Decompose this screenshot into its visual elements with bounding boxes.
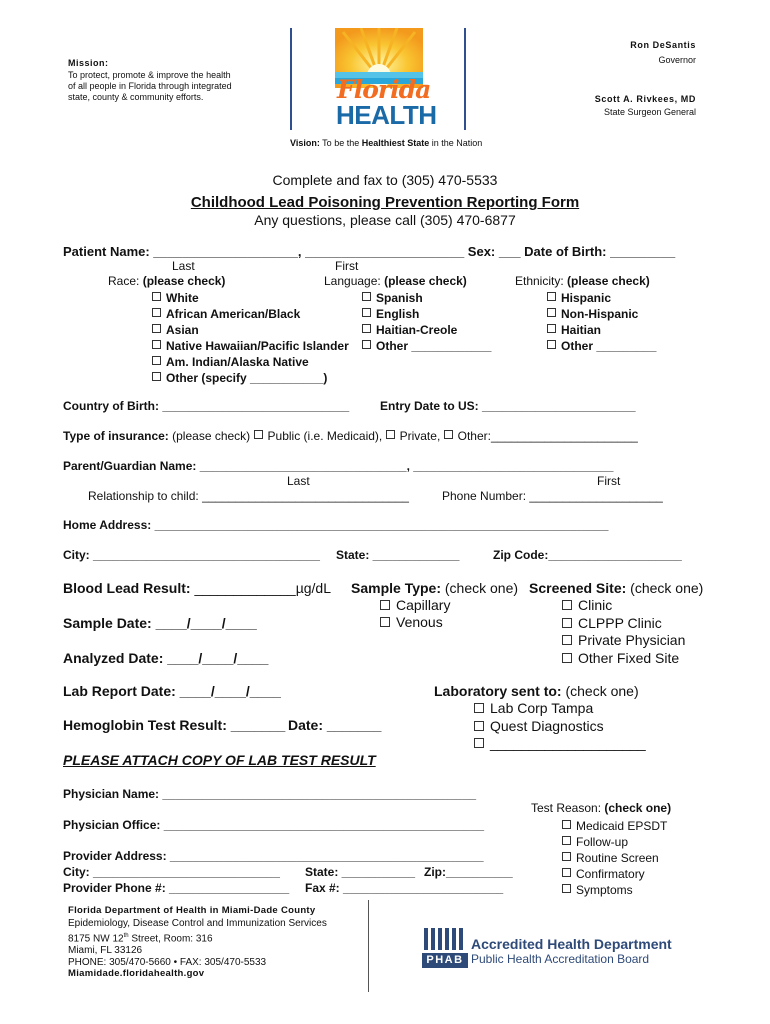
lab-report-date-field[interactable]: Lab Report Date: ____/____/____ [63, 683, 281, 699]
accredited-line2: Public Health Accreditation Board [471, 952, 650, 966]
checkbox-icon[interactable] [562, 852, 571, 861]
fax-instruction: Complete and fax to (305) 470-5533 [272, 172, 498, 188]
home-address-field[interactable]: Home Address: ____________________________________________________________________ [63, 518, 609, 532]
checkbox-icon[interactable] [152, 308, 161, 317]
logo-health-word: HEALTH [336, 100, 437, 130]
race-option[interactable]: Asian [152, 322, 349, 338]
sample-type-options [380, 597, 450, 631]
race-heading: Race: (please check) [108, 274, 226, 288]
sample-date-field[interactable]: Sample Date: ____/____/____ [63, 615, 257, 631]
test-reason-option[interactable]: Confirmatory [562, 866, 667, 882]
guardian-state-field[interactable]: State: _____________ [336, 548, 460, 562]
surgeon-general-name: Scott A. Rivkees, MD [594, 94, 696, 104]
checkbox-icon[interactable] [547, 340, 556, 349]
footer-divider [368, 900, 369, 992]
physician-office-field[interactable]: Physician Office: ________________________________________________ [63, 818, 485, 832]
test-reason-option[interactable]: Symptoms [562, 882, 667, 898]
checkbox-icon[interactable] [474, 738, 484, 748]
accredited-line1: Accredited Health Department [471, 936, 672, 952]
form-title: Childhood Lead Poisoning Prevention Reporting Form [190, 194, 580, 211]
checkbox-icon[interactable] [152, 324, 161, 333]
test-reason-option[interactable]: Medicaid EPSDT [562, 818, 667, 834]
ethnicity-option[interactable]: Haitian [547, 322, 656, 338]
checkbox-icon[interactable] [474, 703, 484, 713]
entry-date-field[interactable]: Entry Date to US: _______________________ [380, 399, 636, 413]
attach-lab-result-note: PLEASE ATTACH COPY OF LAB TEST RESULT [63, 752, 376, 768]
test-reason-option[interactable]: Follow-up [562, 834, 667, 850]
test-reason-heading: Test Reason: (check one) [531, 801, 672, 815]
florida-health-logo [333, 28, 437, 130]
guardian-zip-field[interactable]: Zip Code:____________________ [493, 548, 682, 562]
language-heading: Language: (please check) [324, 274, 467, 288]
checkbox-icon[interactable] [362, 292, 371, 301]
laboratory-sent-options [474, 700, 646, 753]
insurance-row: Type of insurance: (please check) Public (i.e. Medicaid), Private, Other:______________________ [63, 429, 638, 443]
checkbox-icon[interactable] [562, 618, 572, 628]
guardian-first-label: First [597, 474, 621, 488]
footer-website-link[interactable]: Miamidade.floridahealth.gov [68, 968, 205, 979]
race-option[interactable]: Native Hawaiian/Pacific Islander [152, 338, 349, 354]
ethnicity-option[interactable]: Hispanic [547, 290, 656, 306]
checkbox-icon[interactable] [562, 836, 571, 845]
vision-line: Vision: To be the Healthiest State in the Nation [290, 138, 483, 148]
questions-line: Any questions, please call (305) 470-6877 [254, 212, 516, 228]
hemoglobin-date-field[interactable]: Date: _______ [288, 717, 382, 733]
ethnicity-heading: Ethnicity: (please check) [515, 274, 650, 288]
patient-last-label: Last [172, 259, 195, 273]
race-option[interactable]: White [152, 290, 349, 306]
provider-state-field[interactable]: State: ___________ [305, 865, 416, 879]
analyzed-date-field[interactable]: Analyzed Date: ____/____/____ [63, 650, 269, 666]
race-option[interactable]: Other (specify ___________) [152, 370, 349, 386]
checkbox-icon[interactable] [362, 340, 371, 349]
language-option[interactable]: Other ____________ [362, 338, 491, 354]
header-divider-right [464, 28, 466, 130]
sample-type-option[interactable]: Venous [380, 614, 450, 631]
screened-site-options [562, 597, 685, 667]
provider-fax-field[interactable]: Fax #: ________________________ [305, 881, 504, 895]
checkbox-icon[interactable] [254, 430, 263, 439]
physician-name-field[interactable]: Physician Name: _______________________________________________ [63, 787, 477, 801]
ethnicity-options [547, 290, 656, 354]
screened-site-option[interactable]: Private Physician [562, 632, 685, 650]
language-option[interactable]: English [362, 306, 491, 322]
sample-type-heading: Sample Type: (check one) [351, 580, 519, 596]
guardian-phone-field[interactable]: Phone Number: ____________________ [442, 489, 663, 503]
footer-department: Florida Department of Health in Miami-Dade County [68, 905, 316, 916]
insurance-other[interactable]: Other:______________________ [457, 429, 638, 443]
checkbox-icon[interactable] [562, 600, 572, 610]
checkbox-icon[interactable] [152, 292, 161, 301]
laboratory-option[interactable]: Lab Corp Tampa [474, 700, 646, 718]
header-divider-left [290, 28, 292, 130]
test-reason-options [562, 818, 667, 898]
test-reason-option[interactable]: Routine Screen [562, 850, 667, 866]
patient-name-field[interactable]: Patient Name: ____________________, ______________________ Sex: ___ Date of Birth: _________ [63, 244, 676, 259]
checkbox-icon[interactable] [547, 292, 556, 301]
ethnicity-option[interactable]: Other _________ [547, 338, 656, 354]
blood-lead-result-field[interactable]: Blood Lead Result: _____________µg/dL [63, 580, 332, 596]
logo-florida-word: Florida [337, 75, 431, 104]
country-of-birth-field[interactable]: Country of Birth: ____________________________ [63, 399, 350, 413]
checkbox-icon[interactable] [474, 721, 484, 731]
language-options [362, 290, 491, 354]
guardian-last-label: Last [287, 474, 310, 488]
checkbox-icon[interactable] [562, 635, 572, 645]
guardian-city-field[interactable]: City: __________________________________ [63, 548, 320, 562]
screened-site-option[interactable]: CLPPP Clinic [562, 615, 685, 633]
checkbox-icon[interactable] [152, 356, 161, 365]
provider-zip-field[interactable]: Zip:__________ [424, 865, 513, 879]
guardian-name-field[interactable]: Parent/Guardian Name: _______________________________, ______________________________ [63, 459, 614, 473]
checkbox-icon[interactable] [380, 600, 390, 610]
mission-text: To protect, promote & improve the health of all people in Florida through integrated state, county & community efforts. [68, 70, 232, 102]
governor-title: Governor [658, 55, 696, 65]
checkbox-icon[interactable] [152, 372, 161, 381]
checkbox-icon[interactable] [362, 308, 371, 317]
relationship-field[interactable]: Relationship to child: _______________________________ [88, 489, 409, 503]
laboratory-option[interactable]: ____________________ [474, 735, 646, 753]
checkbox-icon[interactable] [362, 324, 371, 333]
screened-site-heading: Screened Site: (check one) [529, 580, 704, 596]
surgeon-general-title: State Surgeon General [603, 107, 696, 117]
language-option[interactable]: Haitian-Creole [362, 322, 491, 338]
phab-letters: PHAB [426, 954, 464, 966]
language-option[interactable]: Spanish [362, 290, 491, 306]
checkbox-icon[interactable] [380, 617, 390, 627]
checkbox-icon[interactable] [444, 430, 453, 439]
provider-city-field[interactable]: City: ____________________________ [63, 865, 280, 879]
race-option[interactable]: Am. Indian/Alaska Native [152, 354, 349, 370]
provider-address-field[interactable]: Provider Address: _______________________________________________ [63, 849, 484, 863]
governor-name: Ron DeSantis [630, 40, 696, 50]
checkbox-icon[interactable] [547, 308, 556, 317]
footer-contact: Epidemiology, Disease Control and Immunization Services 8175 NW 12th Street, Room: 316 Miami, FL 33126 PHONE: 305/470-5660 • FAX: 305/470-5533 [68, 918, 327, 969]
checkbox-icon[interactable] [562, 868, 571, 877]
insurance-public[interactable]: Public (i.e. Medicaid), [267, 429, 383, 443]
sample-type-option[interactable]: Capillary [380, 597, 450, 614]
patient-first-label: First [335, 259, 359, 273]
race-option[interactable]: African American/Black [152, 306, 349, 322]
screened-site-option[interactable]: Other Fixed Site [562, 650, 685, 668]
ethnicity-option[interactable]: Non-Hispanic [547, 306, 656, 322]
hemoglobin-result-field[interactable]: Hemoglobin Test Result: _______ [63, 717, 286, 733]
checkbox-icon[interactable] [562, 653, 572, 663]
mission-label: Mission: [68, 58, 109, 68]
checkbox-icon[interactable] [547, 324, 556, 333]
screened-site-option[interactable]: Clinic [562, 597, 685, 615]
provider-phone-field[interactable]: Provider Phone #: __________________ [63, 881, 290, 895]
laboratory-option[interactable]: Quest Diagnostics [474, 718, 646, 736]
checkbox-icon[interactable] [562, 820, 571, 829]
laboratory-sent-heading: Laboratory sent to: (check one) [434, 683, 639, 699]
phab-logo [422, 926, 468, 968]
insurance-private[interactable]: Private, [399, 429, 441, 443]
checkbox-icon[interactable] [562, 884, 571, 893]
race-options [152, 290, 349, 386]
checkbox-icon[interactable] [152, 340, 161, 349]
checkbox-icon[interactable] [386, 430, 395, 439]
